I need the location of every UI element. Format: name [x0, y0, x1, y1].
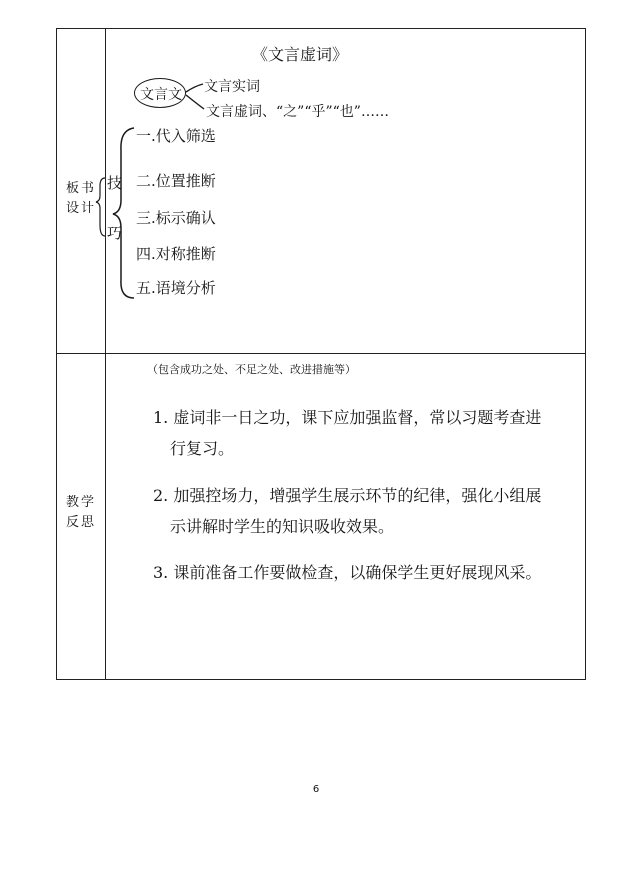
reflection-point-2-line-1: 2. 加强控场力，增强学生展示环节的纪律，强化小组展: [153, 486, 542, 505]
technique-item-1: 一.代入筛选: [136, 127, 216, 145]
reflection-point-2-line-2: 示讲解时学生的知识吸收效果。: [170, 517, 395, 536]
technique-item-5: 五.语境分析: [136, 279, 216, 297]
reflection-label-text: 教学 反思: [65, 495, 96, 530]
technique-char-1: 技: [107, 174, 123, 192]
center-topic: 文言文: [140, 87, 182, 103]
reflection-hint: （包含成功之处、不足之处、改进措施等）: [147, 363, 356, 376]
board-title: 《文言虚词》: [252, 45, 349, 64]
technique-char-2: 巧: [107, 224, 123, 242]
technique-item-3: 三.标示确认: [136, 209, 216, 227]
reflection-point-1-line-2: 行复习。: [170, 439, 235, 458]
branch-xuci: 文言虚词、“之”“乎”“也”……: [206, 104, 389, 120]
page-number: 6: [312, 784, 320, 795]
board-label-text: 板书 设计: [65, 181, 96, 216]
technique-item-4: 四.对称推断: [136, 245, 216, 263]
branch-shici: 文言实词: [204, 79, 260, 95]
reflection-point-3: 3. 课前准备工作要做检查，以确保学生更好展现风采。: [153, 563, 542, 582]
reflection-point-1-line-1: 1. 虚词非一日之功，课下应加强监督，常以习题考查进: [153, 408, 542, 427]
technique-item-2: 二.位置推断: [136, 172, 216, 190]
